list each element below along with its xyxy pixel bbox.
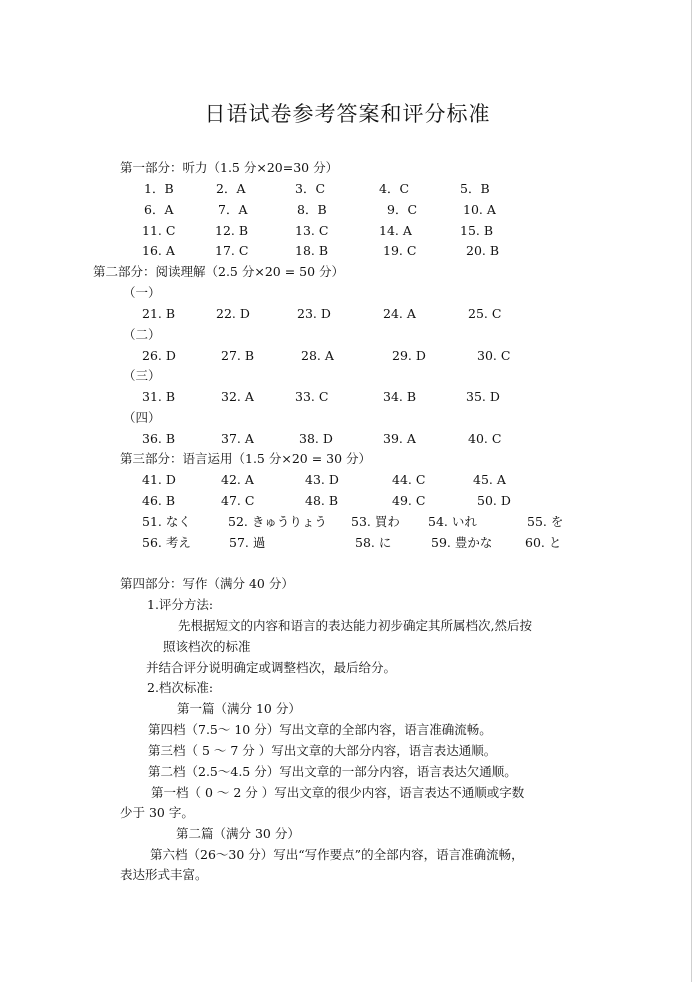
answer-cell: 25. C (468, 306, 502, 321)
answer-cell: 54. いれ (428, 514, 477, 529)
answer-cell: 55. を (527, 514, 564, 529)
grade-line: 第四档（7.5～ 10 分）写出文章的全部内容，语言准确流畅。 (148, 722, 492, 737)
answer-cell: 2．A (216, 181, 246, 196)
answer-cell: 45. A (473, 472, 506, 487)
answer-cell: 15. B (460, 223, 494, 238)
answer-cell: 8．B (297, 202, 327, 217)
answer-cell: 52. きゅうりょう (228, 514, 327, 529)
answer-cell: 42. A (221, 472, 254, 487)
grade-line-cont: 表达形式丰富。 (120, 867, 208, 882)
answer-cell: 11. C (142, 223, 176, 238)
answer-cell: 48. B (305, 493, 339, 508)
answer-cell: 14. A (379, 223, 412, 238)
answer-cell: 6．A (144, 202, 174, 217)
answer-cell: 53. 買わ (351, 514, 400, 529)
answer-cell: 10. A (463, 202, 496, 217)
answer-cell: 30. C (477, 348, 511, 363)
section-label: （二） (123, 327, 161, 342)
answer-cell: 5．B (460, 181, 490, 196)
method-text: 先根据短文的内容和语言的表达能力初步确定其所属档次,然后按 (178, 618, 532, 633)
grade-line-cont: 少于 30 字。 (120, 805, 194, 820)
answer-cell: 22. D (216, 306, 250, 321)
answer-cell: 34. B (383, 389, 417, 404)
answer-cell: 57. 過 (229, 535, 266, 550)
grade-line: 第三档（ 5 ～ 7 分 ）写出文章的大部分内容，语言表达通顺。 (148, 743, 497, 758)
answer-cell: 18. B (295, 243, 329, 258)
answer-cell: 20. B (466, 243, 500, 258)
answer-cell: 29. D (392, 348, 426, 363)
page-title: 日语试卷参考答案和评分标准 (204, 102, 491, 126)
essay2-title: 第二篇（满分 30 分） (176, 826, 300, 841)
method-title: 1.评分方法: (147, 597, 214, 612)
part1-heading: 第一部分：听力（1.5 分×20=30 分） (120, 160, 339, 175)
grade-line: 第二档（2.5～4.5 分）写出文章的一部分内容，语言表达欠通顺。 (148, 764, 517, 779)
answer-cell: 51. なく (142, 514, 191, 529)
standard-title: 2.档次标准: (147, 680, 214, 695)
grade-line: 第一档（ 0 ～ 2 分 ）写出文章的很少内容，语言表达不通顺或字数 (151, 785, 525, 800)
answer-cell: 27. B (221, 348, 255, 363)
answer-cell: 3．C (295, 181, 326, 196)
answer-cell: 28. A (301, 348, 334, 363)
answer-cell: 19. C (383, 243, 417, 258)
section-label: （四） (123, 410, 161, 425)
method-text: 并结合评分说明确定或调整档次，最后给分。 (146, 660, 397, 675)
answer-cell: 31. B (142, 389, 176, 404)
method-text: 照该档次的标准 (163, 639, 251, 654)
answer-cell: 58. に (355, 535, 392, 550)
answer-cell: 33. C (295, 389, 329, 404)
answer-cell: 43. D (305, 472, 339, 487)
answer-cell: 12. B (215, 223, 249, 238)
answer-cell: 21. B (142, 306, 176, 321)
answer-cell: 17. C (215, 243, 249, 258)
answer-cell: 9．C (387, 202, 418, 217)
section-label: （一） (123, 285, 161, 300)
answer-cell: 1．B (144, 181, 174, 196)
essay1-title: 第一篇（满分 10 分） (177, 701, 301, 716)
answer-cell: 24. A (383, 306, 416, 321)
answer-cell: 50. D (477, 493, 511, 508)
answer-cell: 40. C (468, 431, 502, 446)
answer-cell: 37. A (221, 431, 254, 446)
answer-cell: 36. B (142, 431, 176, 446)
answer-cell: 60. と (525, 535, 562, 550)
grade-line: 第六档（26～30 分）写出“写作要点”的全部内容，语言准确流畅， (150, 847, 524, 862)
answer-cell: 35. D (466, 389, 500, 404)
answer-cell: 44. C (392, 472, 426, 487)
answer-cell: 32. A (221, 389, 254, 404)
answer-cell: 59. 豊かな (431, 535, 493, 550)
answer-cell: 39. A (383, 431, 416, 446)
answer-cell: 23. D (297, 306, 331, 321)
answer-cell: 47. C (221, 493, 255, 508)
section-label: （三） (123, 368, 161, 383)
answer-cell: 7．A (218, 202, 248, 217)
answer-cell: 13. C (295, 223, 329, 238)
answer-cell: 26. D (142, 348, 176, 363)
answer-cell: 56. 考え (142, 535, 191, 550)
part2-heading: 第二部分：阅读理解（2.5 分×20 = 50 分） (93, 264, 345, 279)
answer-cell: 16. A (142, 243, 175, 258)
part4-heading: 第四部分：写作（满分 40 分） (120, 576, 294, 591)
part3-heading: 第三部分：语言运用（1.5 分×20 = 30 分） (120, 451, 372, 466)
answer-cell: 46. B (142, 493, 176, 508)
answer-cell: 38. D (299, 431, 333, 446)
answer-cell: 4．C (379, 181, 410, 196)
answer-cell: 41. D (142, 472, 176, 487)
answer-cell: 49. C (392, 493, 426, 508)
